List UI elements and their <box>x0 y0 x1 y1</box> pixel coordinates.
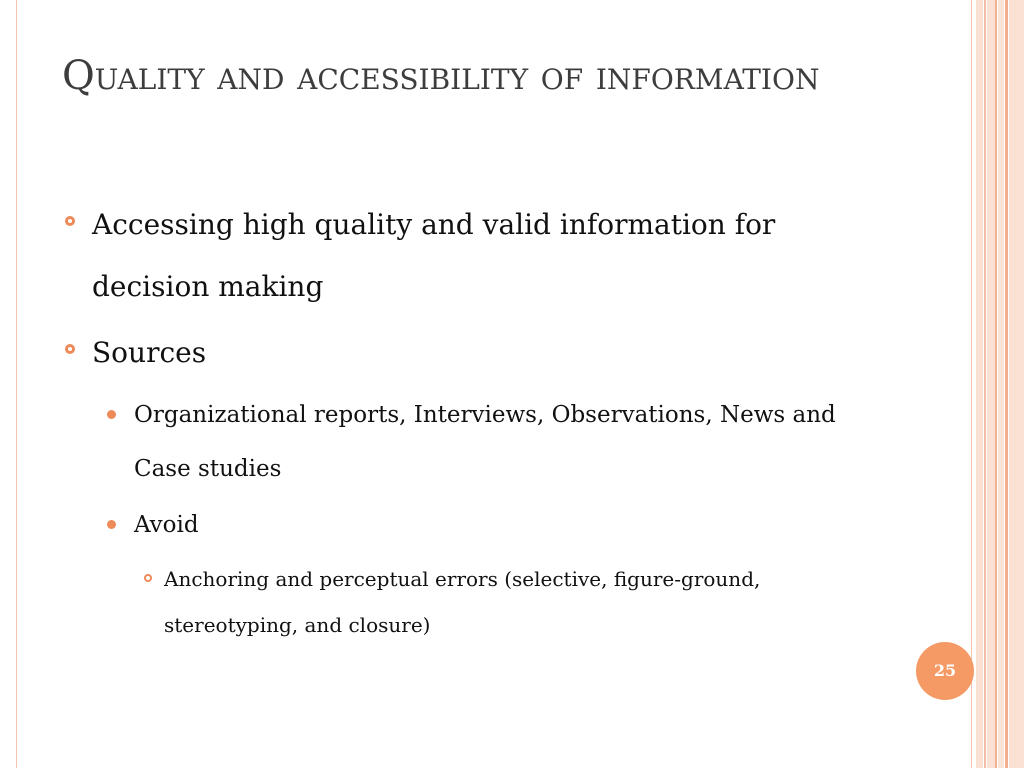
dot-bullet-icon <box>107 520 116 529</box>
ring-bullet-icon <box>65 344 75 354</box>
bullet-text: Sources <box>92 336 207 369</box>
bullet-item <box>62 322 882 384</box>
bullet-item <box>62 194 882 318</box>
stripe <box>1005 0 1008 768</box>
decorative-stripes <box>976 0 1024 768</box>
sub-sub-bullet-item <box>62 556 882 648</box>
slide-number-badge: 25 <box>916 642 974 700</box>
stripe <box>984 0 986 768</box>
stripe <box>987 0 995 768</box>
sub-bullet-item <box>62 498 882 552</box>
sub-bullet-text: Organizational reports, Interviews, Observations, News and Case studies <box>134 402 836 482</box>
slide-title: Quality and accessibility of information <box>62 53 820 99</box>
stripe <box>976 0 983 768</box>
sub-bullet-text: Avoid <box>134 512 199 538</box>
stripe <box>995 0 997 768</box>
ring-bullet-icon <box>65 216 75 226</box>
bullet-text: Accessing high quality and valid information for decision making <box>92 208 776 303</box>
sub-bullet-item <box>62 388 882 496</box>
sub-sub-bullet-text: Anchoring and perceptual errors (selective, figure-ground, stereotyping, and closure) <box>164 567 761 637</box>
stripe <box>1009 0 1024 768</box>
stripe <box>998 0 1004 768</box>
ring-bullet-icon <box>144 574 152 582</box>
dot-bullet-icon <box>107 410 116 419</box>
slide-content <box>62 194 882 648</box>
